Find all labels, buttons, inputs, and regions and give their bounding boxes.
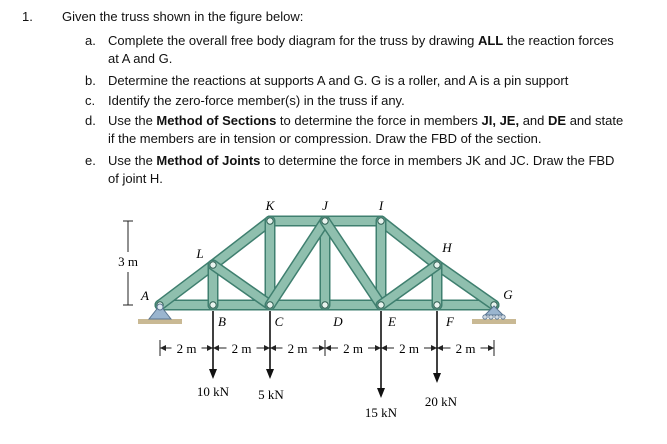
spacing-label: 2 m (343, 341, 363, 356)
text-segment: if the members are in tension or compression. Draw the FBD of the section. (108, 131, 542, 146)
loads-layer (197, 311, 458, 420)
roller-wheel (501, 315, 505, 319)
joint-pin-B (210, 302, 216, 308)
text-segment: at A and G. (108, 51, 173, 66)
spacing-arrow-right (431, 345, 437, 351)
load-arrow-head-C (266, 369, 274, 379)
load-label-C: 5 kN (258, 387, 284, 402)
ground-A (138, 319, 182, 324)
part-label: e. (85, 153, 96, 168)
text-segment: the reaction forces (503, 33, 614, 48)
text-segment: JI, JE, (481, 113, 520, 128)
height-label: 3 m (118, 254, 138, 269)
member-IH (381, 221, 437, 265)
member-AL (160, 265, 213, 305)
joint-pin-D (322, 302, 328, 308)
joint-label-F: F (446, 314, 454, 329)
spacing-arrow-left (381, 345, 387, 351)
roller-wheel (483, 315, 487, 319)
spacing-label: 2 m (287, 341, 308, 356)
text-segment: Determine the reactions at supports A and G. G is a roller, and A is a pin support (108, 73, 569, 88)
joint-label-D: D (333, 314, 343, 329)
load-arrow-head-E (377, 388, 385, 398)
spacing-label: 2 m (455, 341, 476, 356)
joint-label-L: L (196, 246, 204, 261)
part-label: d. (85, 113, 96, 128)
spacing-arrow-right (375, 345, 381, 351)
spacing-arrow-right (319, 345, 325, 351)
joint-pin-J (322, 218, 328, 224)
problem-intro: Given the truss shown in the figure below: (62, 9, 304, 24)
spacing-label: 2 m (231, 341, 252, 356)
joint-label-K: K (265, 198, 275, 213)
text-segment: Complete the overall free body diagram for the truss by drawing (108, 33, 478, 48)
spacing-arrow-left (325, 345, 331, 351)
roller-wheel (489, 315, 493, 319)
text-segment: of joint H. (108, 171, 163, 186)
joint-label-H: H (442, 240, 452, 255)
text-segment: and state (566, 113, 624, 128)
member-LC (213, 265, 270, 305)
ground-G (472, 319, 516, 324)
text-segment: ALL (477, 33, 504, 48)
joint-pin-L (210, 262, 216, 268)
joint-pin-F (434, 302, 440, 308)
part-label: b. (85, 73, 96, 88)
joint-label-B: B (218, 314, 226, 329)
joint-label-G: G (503, 287, 513, 302)
load-label-E: 15 kN (364, 405, 398, 420)
load-arrow-head-F (433, 373, 441, 383)
spacing-label: 2 m (176, 341, 197, 356)
part-label: a. (85, 33, 96, 48)
spacing-arrow-right (207, 345, 213, 351)
member-JE (325, 221, 381, 305)
part-label: c. (85, 93, 96, 108)
load-label-B: 10 kN (196, 384, 230, 399)
member-EH (381, 265, 437, 305)
spacing-arrow-right (488, 345, 494, 351)
joint-pin-H (434, 262, 440, 268)
joint-label-C: C (274, 314, 284, 329)
spacing-arrow-left (437, 345, 443, 351)
text-segment: Use the (108, 153, 157, 168)
spacing-arrow-right (264, 345, 270, 351)
text-segment: Method of Joints (156, 153, 261, 168)
joint-label-I: I (378, 198, 384, 213)
spacing-arrow-left (270, 345, 276, 351)
member-LK (213, 221, 270, 265)
spacing-arrow-left (213, 345, 219, 351)
load-arrow-head-B (209, 369, 217, 379)
roller-wheel (495, 315, 499, 319)
text-segment: and (519, 113, 549, 128)
joint-label-E: E (388, 314, 396, 329)
spacing-label: 2 m (399, 341, 419, 356)
support-pin-A (157, 304, 163, 310)
text-segment: to determine the force in members (276, 113, 482, 128)
member-HG (437, 265, 494, 305)
text-segment: to determine the force in members JK and JC. Draw the FBD (260, 153, 615, 168)
text-segment: Identify the zero-force member(s) in the truss if any. (108, 93, 405, 108)
ground-layer (138, 319, 516, 324)
joint-label-J: J (322, 198, 328, 213)
load-label-F: 20 kN (424, 394, 458, 409)
spacing-arrow-left (160, 345, 166, 351)
text-segment: Use the (108, 113, 157, 128)
member-CJ (270, 221, 325, 305)
joint-pin-I (378, 218, 384, 224)
joint-pin-C (267, 302, 273, 308)
joint-pin-K (267, 218, 273, 224)
joint-label-A: A (141, 288, 149, 303)
text-segment: DE (548, 113, 567, 128)
text-segment: Method of Sections (156, 113, 277, 128)
joint-pin-E (378, 302, 384, 308)
problem-number: 1. (22, 9, 33, 24)
